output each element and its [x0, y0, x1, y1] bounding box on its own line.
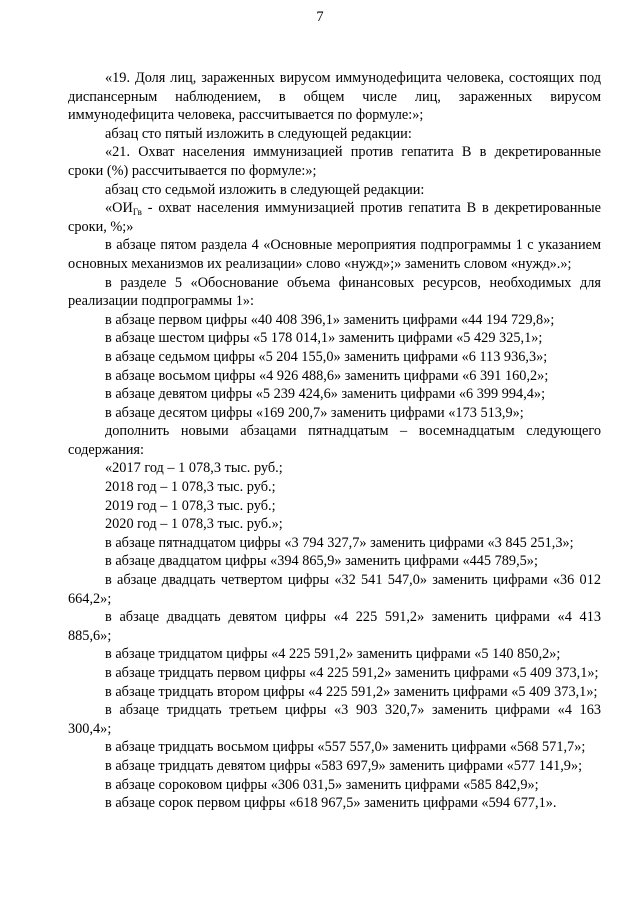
paragraph: в абзаце восьмом цифры «4 926 488,6» заменить цифрами «6 391 160,2»;	[105, 367, 549, 384]
paragraph: в абзаце сорок первом цифры «618 967,5» заменить цифрами «594 677,1».	[105, 795, 557, 812]
paragraph: абзац сто пятый изложить в следующей редакции:	[105, 125, 412, 142]
paragraph: в абзаце двадцать девятом цифры «4 225 591,2» заменить цифрами «4 413 885,6»;	[68, 609, 601, 644]
paragraph: в абзаце тридцатом цифры «4 225 591,2» заменить цифрами «5 140 850,2»;	[105, 646, 561, 663]
paragraph: «19. Доля лиц, зараженных вирусом иммунодефицита человека, состоящих под диспансерным наблюдением, в общем числе лиц, зараженных вирусом иммунодефицита человека, рассчитывается по формуле:»;	[68, 70, 601, 124]
paragraph: в абзаце седьмом цифры «5 204 155,0» заменить цифрами «6 113 936,3»;	[105, 348, 548, 365]
paragraph: дополнить новыми абзацами пятнадцатым – восемнадцатым следующего содержания:	[68, 423, 601, 458]
paragraph: в абзаце двадцатом цифры «394 865,9» заменить цифрами «445 789,5»;	[105, 553, 538, 570]
paragraph: 2020 год – 1 078,3 тыс. руб.»;	[105, 516, 283, 533]
paragraph: в абзаце первом цифры «40 408 396,1» заменить цифрами «44 194 729,8»;	[105, 311, 555, 328]
paragraph: в абзаце сороковом цифры «306 031,5» заменить цифрами «585 842,9»;	[105, 776, 539, 793]
paragraph: в абзаце шестом цифры «5 178 014,1» заменить цифрами «5 429 325,1»;	[105, 330, 543, 347]
formula-subscript: Гв	[132, 207, 142, 218]
paragraph: «21. Охват населения иммунизацией против гепатита В в декретированные сроки (%) рассчитывается по формуле:»;	[68, 144, 601, 179]
paragraph: 2019 год – 1 078,3 тыс. руб.;	[105, 497, 276, 514]
paragraph: в разделе 5 «Обоснование объема финансовых ресурсов, необходимых для реализации подпрограммы 1»:	[68, 274, 601, 310]
document-body	[68, 69, 601, 813]
paragraph: в абзаце тридцать девятом цифры «583 697,9» заменить цифрами «577 141,9»;	[105, 757, 583, 774]
page-number: 7	[316, 9, 324, 25]
formula-symbol: «ОИ	[105, 200, 133, 217]
paragraph: в абзаце пятнадцатом цифры «3 794 327,7» заменить цифрами «3 845 251,3»;	[105, 534, 574, 551]
paragraph: в абзаце девятом цифры «5 239 424,6» заменить цифрами «6 399 994,4»;	[105, 386, 546, 403]
paragraph: в абзаце десятом цифры «169 200,7» заменить цифрами «173 513,9»;	[105, 404, 524, 421]
paragraph: «2017 год – 1 078,3 тыс. руб.;	[105, 460, 283, 477]
paragraph: в абзаце тридцать втором цифры «4 225 591,2» заменить цифрами «5 409 373,1»;	[105, 683, 598, 700]
formula-definition-paragraph	[68, 199, 601, 236]
formula-definition: - охват населения иммунизацией против гепатита В в декретированные сроки, %;»	[68, 200, 601, 235]
paragraph: в абзаце тридцать первом цифры «4 225 591,2» заменить цифрами «5 409 373,1»;	[105, 665, 599, 681]
paragraph: абзац сто седьмой изложить в следующей редакции:	[105, 181, 425, 198]
paragraph: 2018 год – 1 078,3 тыс. руб.;	[105, 479, 276, 496]
paragraph: в абзаце пятом раздела 4 «Основные мероприятия подпрограммы 1 с указанием основных механизмов их реализации» слово «нужд»;» заменить словом «нужд».»;	[68, 237, 601, 272]
paragraph: в абзаце двадцать четвертом цифры «32 541 547,0» заменить цифрами «36 012 664,2»;	[68, 572, 601, 607]
paragraph: в абзаце тридцать третьем цифры «3 903 320,7» заменить цифрами «4 163 300,4»;	[68, 702, 601, 737]
paragraph: в абзаце тридцать восьмом цифры «557 557,0» заменить цифрами «568 571,7»;	[105, 739, 586, 756]
